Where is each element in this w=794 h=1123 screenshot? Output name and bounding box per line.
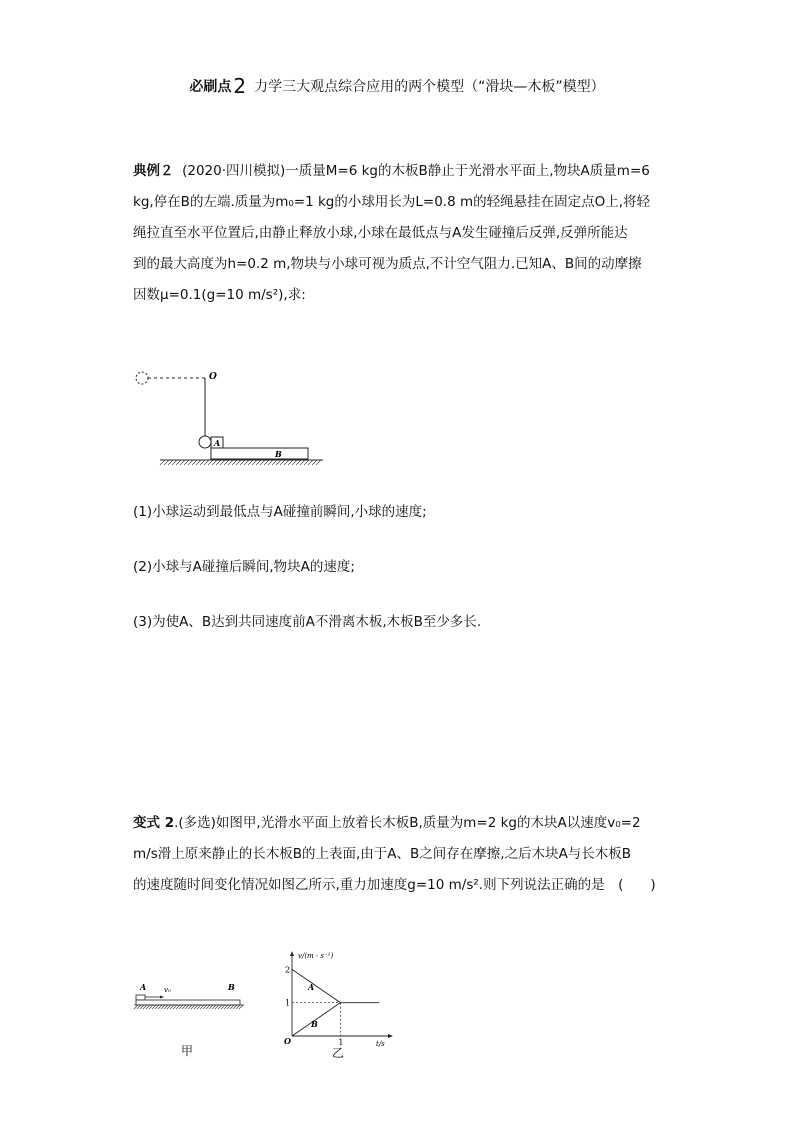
- hatch-mark: [296, 460, 301, 465]
- hatch-mark: [308, 460, 313, 465]
- hatch-mark: [192, 460, 197, 465]
- example-line-1: [133, 156, 663, 187]
- hatch-mark: [208, 460, 213, 465]
- hatch-mark: [288, 460, 293, 465]
- y-tick-label-2: 2: [285, 965, 291, 975]
- y-axis-arrowhead: [290, 951, 294, 956]
- hatch-mark: [204, 460, 209, 465]
- hatch-mark: [264, 460, 269, 465]
- question-2: (2)小球与A碰撞后瞬间,物块A的速度;: [133, 559, 355, 575]
- hatch-mark: [200, 460, 205, 465]
- variant-line-2: m/s滑上原来静止的长木板B的上表面,由于A、B之间存在摩擦,之后木块A与长木板B: [133, 846, 632, 862]
- hatch-mark: [276, 460, 281, 465]
- y-axis-label: v/(m · s⁻¹): [298, 952, 334, 960]
- variant-label: 变式 2: [133, 815, 175, 831]
- section-title: [0, 74, 794, 98]
- ball: [199, 436, 211, 448]
- x-tick-label-1: 1: [338, 1038, 344, 1047]
- x-axis-label: t/s: [376, 1040, 385, 1048]
- hatch-mark: [300, 460, 305, 465]
- hatch-mark: [316, 460, 321, 465]
- hatch-mark: [212, 460, 217, 465]
- hatch-mark: [168, 460, 173, 465]
- hatch-mark: [232, 460, 237, 465]
- label-O: O: [209, 372, 217, 382]
- hatch-mark: [268, 460, 273, 465]
- series-A-label: A: [308, 982, 315, 992]
- hatch-mark: [284, 460, 289, 465]
- jia-label-v0: v₀: [164, 986, 171, 994]
- example-label: 典例２: [133, 163, 174, 179]
- series-B-label: B: [311, 1019, 318, 1029]
- hatch-mark: [176, 460, 181, 465]
- example-line-1-text: (2020·四川模拟)一质量M=6 kg的木板B静止于光滑水平面上,物块A质量m=6: [182, 163, 650, 179]
- hatch-mark: [248, 460, 253, 465]
- example-line-4: 到的最大高度为h=0.2 m,物块与小球可视为质点,不计空气阻力.已知A、B间的动摩擦: [133, 256, 642, 272]
- jia-ground-hatch: [134, 1005, 243, 1009]
- hatch-mark: [220, 460, 225, 465]
- caption-yi: 乙: [332, 1046, 345, 1060]
- board-B: [211, 448, 308, 459]
- hatch-mark: [160, 460, 165, 465]
- jia-block-A: [136, 995, 145, 1000]
- hatch-mark: [312, 460, 317, 465]
- hatch-mark: [304, 460, 309, 465]
- question-3: (3)为使A、B达到共同速度前A不滑离木板,木板B至少多长.: [133, 614, 482, 630]
- variant-paragraph: [133, 808, 663, 901]
- hatch-mark: [216, 460, 221, 465]
- hatch-mark: [196, 460, 201, 465]
- y-tick-label-1: 1: [285, 998, 291, 1008]
- label-B: B: [275, 449, 282, 459]
- label-A: A: [214, 438, 221, 448]
- hatch-mark: [244, 460, 249, 465]
- hatch-mark: [292, 460, 297, 465]
- hatch-mark: [236, 460, 241, 465]
- example-line-2: kg,停在B的左端.质量为m₀=1 kg的小球用长为L=0.8 m的轻绳悬挂在固定点O上,将轻: [133, 194, 651, 210]
- example-line-3: 绳拉直至水平位置后,由静止释放小球,小球在最低点与A发生碰撞后反弹,反弹所能达: [133, 225, 628, 241]
- variant-line-1-text: .(多选)如图甲,光滑水平面上放着长木板B,质量为m=2 kg的木块A以速度v₀=2: [174, 815, 641, 831]
- example-paragraph: [133, 156, 663, 311]
- question-1: (1)小球运动到最低点与A碰撞前瞬间,小球的速度;: [133, 504, 427, 520]
- hatch-mark: [184, 460, 189, 465]
- variant-line-1: [133, 808, 663, 839]
- hatch-mark: [224, 460, 229, 465]
- hatch-mark: [172, 460, 177, 465]
- hatch-mark: [228, 460, 233, 465]
- hatch-mark: [272, 460, 277, 465]
- section-label: 必刷点: [189, 79, 232, 95]
- section-number: 2: [233, 74, 247, 98]
- ball-initial-position: [136, 372, 148, 384]
- ground-hatch: [160, 460, 321, 465]
- hatch-mark: [240, 460, 245, 465]
- jia-board-B: [136, 1000, 240, 1005]
- jia-label-A: A: [140, 982, 147, 992]
- origin-label: O: [284, 1036, 291, 1046]
- hatch-mark: [256, 460, 261, 465]
- example-line-5: 因数μ=0.1(g=10 m/s²),求:: [133, 287, 306, 303]
- jia-label-B: B: [228, 982, 235, 992]
- figure-jia: [130, 978, 250, 1014]
- hatch-mark: [252, 460, 257, 465]
- hatch-mark: [280, 460, 285, 465]
- jia-velocity-arrowhead: [160, 996, 164, 999]
- hatch-mark: [180, 460, 185, 465]
- variant-line-3: 的速度随时间变化情况如图乙所示,重力加速度g=10 m/s².则下列说法正确的是 ( ): [133, 877, 656, 893]
- caption-jia: 甲: [181, 1044, 194, 1058]
- pendulum-figure: [128, 366, 328, 468]
- section-text: 力学三大观点综合应用的两个模型（“滑块—木板”模型）: [254, 79, 605, 95]
- hatch-mark: [188, 460, 193, 465]
- x-axis-arrowhead: [388, 1034, 393, 1038]
- hatch-mark: [260, 460, 265, 465]
- figure-yi-chart: [278, 948, 398, 1050]
- series-line-A: [292, 969, 379, 1002]
- hatch-mark: [164, 460, 169, 465]
